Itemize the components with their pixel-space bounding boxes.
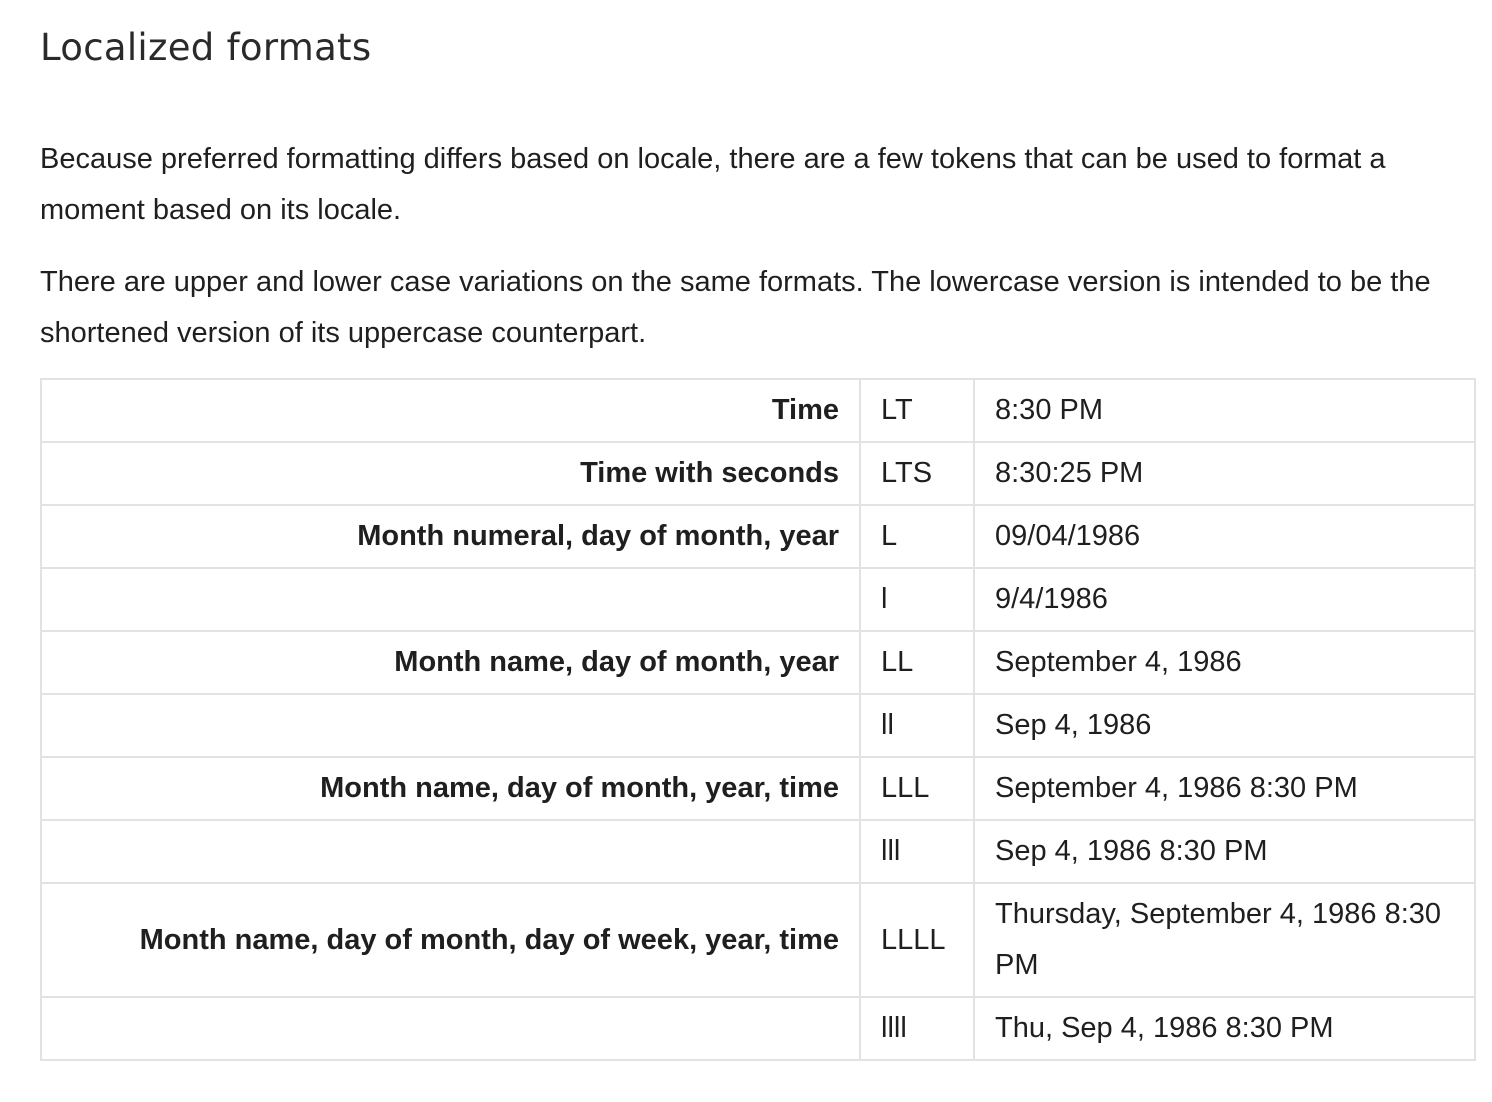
section-title: Localized formats — [40, 26, 372, 69]
format-token: LLLL — [860, 883, 974, 997]
table-row — [41, 757, 1475, 820]
format-description: Month name, day of month, year, time — [41, 757, 860, 820]
format-description: Month name, day of month, year — [41, 631, 860, 694]
format-description: Time with seconds — [41, 442, 860, 505]
format-description — [41, 820, 860, 883]
table-row — [41, 505, 1475, 568]
format-example: Thu, Sep 4, 1986 8:30 PM — [974, 997, 1475, 1060]
format-token: lll — [860, 820, 974, 883]
format-description: Time — [41, 379, 860, 442]
format-example: September 4, 1986 — [974, 631, 1475, 694]
table-row — [41, 883, 1475, 997]
intro-paragraph: Because preferred formatting differs based on locale, there are a few tokens that can be used to format a moment based on its locale. — [40, 143, 1386, 226]
format-token: LTS — [860, 442, 974, 505]
table-row — [41, 694, 1475, 757]
format-description — [41, 997, 860, 1060]
format-token: LL — [860, 631, 974, 694]
format-example: Thursday, September 4, 1986 8:30 PM — [974, 883, 1475, 997]
table-row — [41, 631, 1475, 694]
format-token: l — [860, 568, 974, 631]
format-example: 9/4/1986 — [974, 568, 1475, 631]
format-example: 09/04/1986 — [974, 505, 1475, 568]
format-token: LT — [860, 379, 974, 442]
format-description: Month name, day of month, day of week, year, time — [41, 883, 860, 997]
format-token: LLL — [860, 757, 974, 820]
format-example: Sep 4, 1986 — [974, 694, 1475, 757]
variations-paragraph: There are upper and lower case variations on the same formats. The lowercase version is intended to be the shortened version of its uppercase counterpart. — [40, 266, 1431, 349]
table-row — [41, 997, 1475, 1060]
format-description — [41, 568, 860, 631]
format-description — [41, 694, 860, 757]
format-example: Sep 4, 1986 8:30 PM — [974, 820, 1475, 883]
table-row — [41, 820, 1475, 883]
table-row — [41, 379, 1475, 442]
format-example: 8:30:25 PM — [974, 442, 1475, 505]
localized-formats-table — [40, 378, 1476, 1061]
format-token: L — [860, 505, 974, 568]
format-example: September 4, 1986 8:30 PM — [974, 757, 1475, 820]
table-row — [41, 442, 1475, 505]
format-description: Month numeral, day of month, year — [41, 505, 860, 568]
table-row — [41, 568, 1475, 631]
format-example: 8:30 PM — [974, 379, 1475, 442]
format-token: llll — [860, 997, 974, 1060]
format-token: ll — [860, 694, 974, 757]
